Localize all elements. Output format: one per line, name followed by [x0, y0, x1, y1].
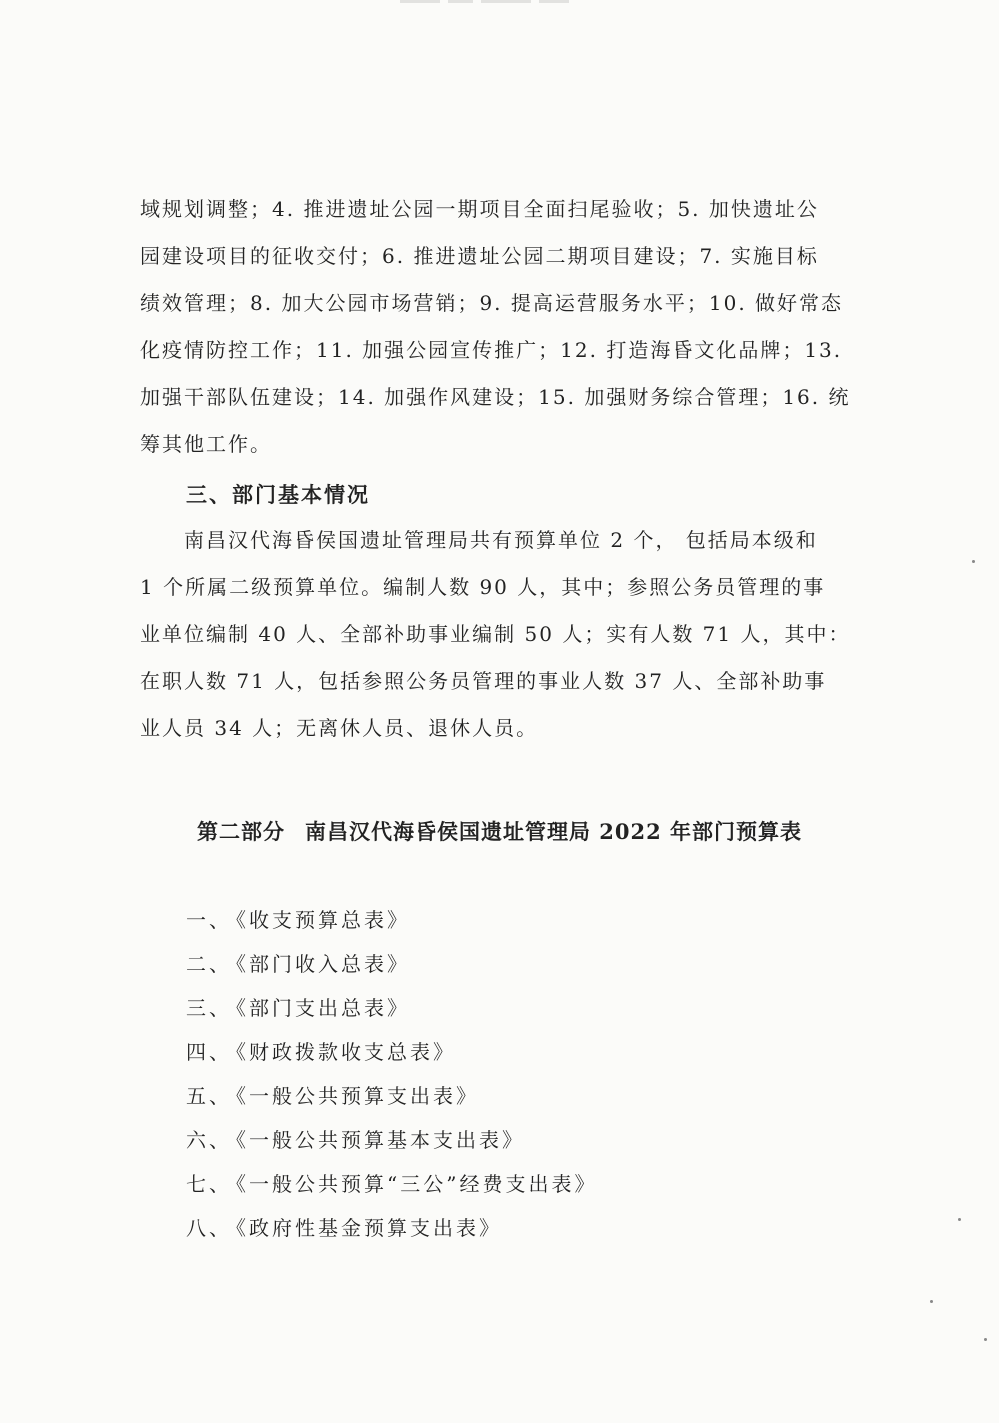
- list-item: [186, 1118, 597, 1162]
- item-label: 《一般公共预算支出表》: [226, 1084, 479, 1108]
- list-item: [186, 942, 597, 986]
- item-label: 《政府性基金预算支出表》: [226, 1216, 502, 1240]
- work-items-paragraph: [140, 186, 860, 468]
- list-item: [186, 986, 597, 1030]
- budget-tables-list: [186, 898, 597, 1250]
- list-item: [186, 898, 597, 942]
- item-number: 四、: [186, 1040, 232, 1064]
- scan-speck: [984, 1338, 987, 1341]
- scan-artifact: [400, 0, 600, 14]
- item-number: 八、: [186, 1216, 232, 1240]
- section-heading: 三、部门基本情况: [186, 483, 370, 507]
- department-info-paragraph: [140, 517, 860, 752]
- text-line: 绩效管理；8. 加大公园市场营销；9. 提高运营服务水平；10. 做好常态: [140, 291, 844, 315]
- text-line: 筹其他工作。: [140, 432, 272, 456]
- scan-speck: [958, 1218, 961, 1221]
- text-line: 业人员 34 人；无离休人员、退休人员。: [140, 716, 539, 740]
- item-number: 二、: [186, 952, 232, 976]
- item-number: 六、: [186, 1128, 232, 1152]
- text-line: 域规划调整；4. 推进遗址公园一期项目全面扫尾验收；5. 加快遗址公: [140, 197, 819, 221]
- text-line: 1 个所属二级预算单位。编制人数 90 人，其中；参照公务员管理的事: [140, 575, 826, 599]
- item-number: 七、: [186, 1172, 232, 1196]
- list-item: [186, 1074, 597, 1118]
- list-item: [186, 1030, 597, 1074]
- item-number: 五、: [186, 1084, 232, 1108]
- item-label: 《部门收入总表》: [226, 952, 410, 976]
- text-line: 在职人数 71 人，包括参照公务员管理的事业人数 37 人、全部补助事: [140, 669, 827, 693]
- item-label: 《收支预算总表》: [226, 908, 410, 932]
- part-title: [0, 812, 999, 852]
- item-number: 一、: [186, 908, 232, 932]
- item-label: 《一般公共预算基本支出表》: [226, 1128, 525, 1152]
- scan-speck: [972, 560, 975, 563]
- item-label: 《财政拨款收支总表》: [226, 1040, 456, 1064]
- text-line: 化疫情防控工作；11. 加强公园宣传推广；12. 打造海昏文化品牌；13.: [140, 338, 843, 362]
- item-label: 《部门支出总表》: [226, 996, 410, 1020]
- list-item: [186, 1162, 597, 1206]
- item-number: 三、: [186, 996, 232, 1020]
- part-label: 第二部分: [196, 819, 285, 844]
- list-item: [186, 1206, 597, 1250]
- item-label: 《一般公共预算“三公”经费支出表》: [226, 1172, 598, 1196]
- part-title-text: 南昌汉代海昏侯国遗址管理局 2022 年部门预算表: [304, 819, 803, 844]
- text-line: 园建设项目的征收交付；6. 推进遗址公园二期项目建设；7. 实施目标: [140, 244, 819, 268]
- text-line: 加强干部队伍建设；14. 加强作风建设；15. 加强财务综合管理；16. 统: [140, 385, 851, 409]
- text-line: 业单位编制 40 人、全部补助事业编制 50 人；实有人数 71 人，其中：: [140, 622, 851, 646]
- text-line: 南昌汉代海昏侯国遗址管理局共有预算单位 2 个， 包括局本级和: [184, 528, 818, 552]
- scan-speck: [930, 1300, 933, 1303]
